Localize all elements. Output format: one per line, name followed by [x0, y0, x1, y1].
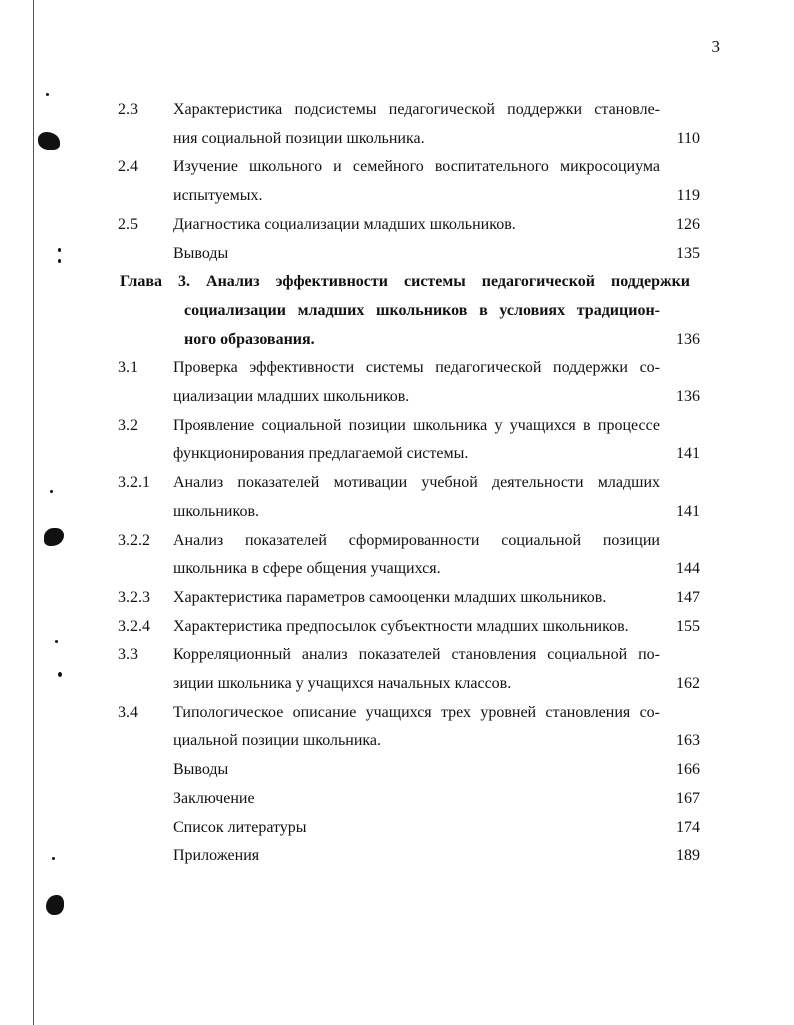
toc-entry-title-line: Характеристика подсистемы педагогической поддержки становле- [173, 101, 660, 118]
toc-entry-title-line: Анализ показателей сформированности социальной позиции [173, 531, 660, 549]
toc-entry-page: 141 [676, 502, 700, 520]
toc-entry-title-line: Характеристика параметров самооценки младших школьников. [173, 588, 607, 606]
scan-blot [44, 528, 64, 546]
toc-entry-title-line: Проверка эффективности системы педагогической поддержки со- [173, 359, 660, 377]
toc-entry-title-line: функционирования предлагаемой системы. [173, 445, 469, 463]
scan-blot [52, 857, 55, 860]
toc-entry-page: 141 [676, 445, 700, 463]
toc-entry-title-line: Типологическое описание учащихся трех уровней становления со- [173, 703, 660, 721]
toc-entry-title-line: Приложения [173, 847, 260, 865]
toc-entry-number: 3.2 [118, 416, 138, 434]
page-number: 3 [711, 37, 720, 56]
toc-entry-number: 2.4 [118, 158, 138, 176]
toc-entry-title-line: Диагностика социализации младших школьников. [173, 215, 516, 233]
toc-entry-page: 167 [676, 789, 700, 807]
toc-entry-title-line: Корреляционный анализ показателей становления социальной по- [173, 646, 660, 664]
toc-entry-page: 110 [676, 129, 700, 147]
scan-blot [38, 132, 60, 150]
toc-entry-title-line: циальной позиции школьника. [173, 732, 382, 750]
toc-chapter-title-line: социализации младших школьников в условиях традицион- [184, 301, 660, 319]
toc-entry-title-line: Выводы [173, 244, 229, 262]
toc-entry-number: 3.2.1 [118, 474, 150, 492]
toc-entry-page: 147 [676, 588, 700, 606]
toc-entry-title-line: Выводы [173, 761, 229, 779]
toc-entry-page: 126 [676, 215, 700, 233]
toc-entry-number: 3.2.4 [118, 617, 150, 635]
scan-blot [46, 93, 49, 96]
toc-entry-title-line: школьников. [173, 502, 259, 520]
toc-entry-number: 3.2.3 [118, 588, 150, 606]
toc-entry-title-line: циализации младших школьников. [173, 388, 410, 405]
toc-entry-number: 2.3 [118, 101, 138, 118]
toc-entry-page: 135 [676, 244, 700, 262]
toc-entry-title-line: Список литературы [173, 818, 307, 836]
toc-entry-page: 166 [676, 761, 700, 779]
toc-entry-page: 136 [676, 330, 700, 348]
toc-entry-title-line: Заключение [173, 789, 255, 807]
toc-entry-page: 174 [676, 818, 700, 836]
toc-entry-number: 3.3 [118, 646, 138, 664]
toc-entry-number: 3.4 [118, 703, 138, 721]
toc-chapter-title-line: ного образования. [184, 330, 315, 348]
toc-entry-page: 162 [676, 675, 700, 692]
toc-entry-title-line: Проявление социальной позиции школьника у учащихся в процессе [173, 416, 660, 434]
scan-blot [58, 672, 62, 677]
toc-entry-title-line: ния социальной позиции школьника. [173, 129, 425, 147]
toc-entry-title-line: Изучение школьного и семейного воспитательного микросоциума [173, 158, 660, 176]
toc-entry-page: 119 [676, 187, 700, 205]
toc-entry-title-line: Характеристика предпосылок субъектности младших школьников. [173, 617, 629, 635]
toc-entry-page: 155 [676, 617, 700, 635]
toc-entry-title-line: школьника в сфере общения учащихся. [173, 560, 441, 578]
toc-chapter-title-line: Глава 3. Анализ эффективности системы педагогической поддержки [120, 273, 690, 291]
scan-blot [46, 895, 64, 915]
scan-blot [50, 490, 53, 493]
toc-entry-number: 3.1 [118, 359, 138, 377]
toc-entry-page: 144 [676, 560, 700, 578]
toc-entry-title-line: зиции школьника у учащихся начальных классов. [173, 675, 512, 692]
toc-entry-page: 189 [676, 847, 700, 865]
toc-entry-page: 163 [676, 732, 700, 750]
scan-blot [55, 640, 58, 643]
toc-entry-number: 3.2.2 [118, 531, 150, 549]
toc-entry-title-line: испытуемых. [173, 187, 263, 205]
scan-margin-line [33, 0, 34, 1025]
scan-blot [58, 248, 61, 252]
toc-entry-number: 2.5 [118, 215, 138, 233]
toc-entry-page: 136 [676, 388, 700, 405]
scan-blot [58, 259, 61, 263]
toc-entry-title-line: Анализ показателей мотивации учебной деятельности младших [173, 474, 660, 492]
